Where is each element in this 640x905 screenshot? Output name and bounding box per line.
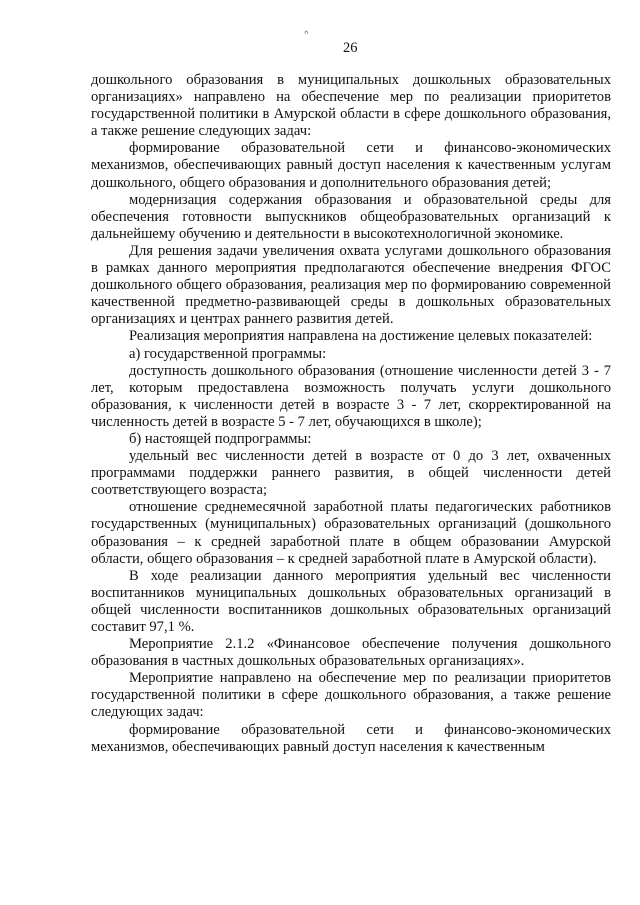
paragraph: формирование образовательной сети и финансово-экономических механизмов, обеспечивающих равный доступ населения к качественным [91, 721, 611, 755]
paragraph: В ходе реализации данного мероприятия удельный вес численности воспитанников муниципальных дошкольных образовательных организаций в общей численности воспитанников дошкольных образовательных организаций составит 97,1 %. [91, 567, 611, 635]
scan-mark: ᐢ [304, 29, 309, 41]
paragraph: формирование образовательной сети и финансово-экономических механизмов, обеспечивающих равный доступ населения к качественным услугам дошкольного, общего образования и дополнительного образования детей; [91, 140, 611, 191]
paragraph: Мероприятие направлено на обеспечение мер по реализации приоритетов государственной политики в сфере дошкольного образования, а также решение следующих задач: [91, 670, 611, 721]
paragraph: отношение среднемесячной заработной платы педагогических работников государственных (муниципальных) образовательных организаций (дошкольного образования – к средней заработной плате в общем образовании Амурской области, общего образования – к средней заработной плате в Амурской области). [91, 499, 611, 567]
page-number: 26 [343, 40, 358, 56]
paragraph: модернизация содержания образования и образовательной среды для обеспечения готовности выпускников общеобразовательных организаций к дальнейшему обучению и деятельности в высокотехнологичной экономике. [91, 191, 611, 242]
paragraph: Мероприятие 2.1.2 «Финансовое обеспечение получения дошкольного образования в частных дошкольных образовательных организациях». [91, 636, 611, 670]
paragraph: Для решения задачи увеличения охвата услугами дошкольного образования в рамках данного мероприятия предполагаются обеспечение внедрения ФГОС дошкольного общего образования, реализация мер по формированию современной качественной предметно-развивающей среды в дошкольных образовательных организациях и центрах раннего развития детей. [91, 242, 611, 328]
paragraph: дошкольного образования в муниципальных дошкольных образовательных организациях» направлено на обеспечение мер по реализации приоритетов государственной политики в Амурской области в сфере дошкольного образования, а также решение следующих задач: [91, 72, 611, 140]
document-body [91, 72, 611, 756]
paragraph: а) государственной программы: [129, 345, 327, 362]
paragraph: доступность дошкольного образования (отношение численности детей 3 - 7 лет, которым предоставлена возможность получать услуги дошкольного образования, к численности детей в возрасте 3 - 7 лет, скорректированной на численность детей в возрасте 5 - 7 лет, обучающихся в школе); [91, 362, 611, 430]
paragraph: Реализация мероприятия направлена на достижение целевых показателей: [129, 328, 593, 345]
paragraph: б) настоящей подпрограммы: [129, 430, 312, 447]
paragraph: удельный вес численности детей в возрасте от 0 до 3 лет, охваченных программами поддержки раннего развития, в общей численности детей соответствующего возраста; [91, 448, 611, 499]
